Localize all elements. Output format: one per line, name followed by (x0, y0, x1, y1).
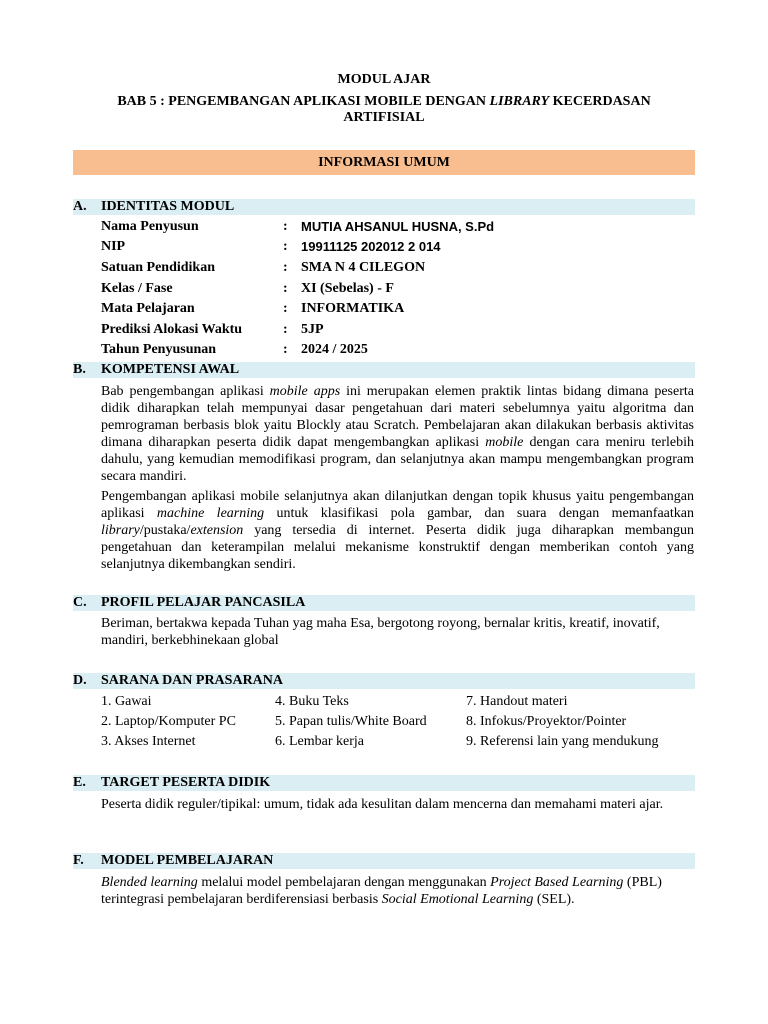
sarana-item: 3. Akses Internet (101, 734, 196, 749)
identity-value: 2024 / 2025 (301, 342, 368, 357)
identity-label: NIP (101, 239, 126, 254)
identity-value: XI (Sebelas) - F (301, 281, 394, 296)
identity-colon: : (283, 301, 288, 316)
identity-value: SMA N 4 CILEGON (301, 260, 426, 275)
italic-run: mobile apps (269, 384, 341, 399)
identity-label: Tahun Penyusunan (101, 342, 217, 357)
text-run: untuk klasifikasi pola gambar, dan suara dengan memanfaatkan (264, 506, 695, 521)
text-run: (SEL). (533, 892, 575, 907)
identity-colon: : (283, 219, 288, 234)
identity-value: MUTIA AHSANUL HUSNA, S.Pd (301, 219, 495, 234)
identity-value: INFORMATIKA (301, 301, 405, 316)
section-title: KOMPETENSI AWAL (101, 362, 240, 377)
text-run: Bab pengembangan aplikasi (101, 384, 270, 399)
section-b-header (73, 362, 695, 378)
section-title: IDENTITAS MODUL (101, 199, 235, 214)
section-letter: A. (73, 199, 87, 214)
identity-label: Prediksi Alokasi Waktu (101, 322, 243, 337)
section-f-header (73, 853, 695, 869)
sarana-item: 7. Handout materi (466, 694, 568, 709)
section-c-header (73, 595, 695, 611)
identity-value: 19911125 202012 2 014 (301, 239, 441, 254)
profil-pelajar-text: Beriman, bertakwa kepada Tuhan yag maha Esa, bergotong royong, bernalar kritis, kreatif, inovatif, mandiri, berkebhinekaan global (101, 616, 660, 648)
identity-row-alokasi (101, 320, 701, 340)
italic-run: Project Based Learning (490, 875, 624, 890)
section-letter: C. (73, 595, 87, 610)
sarana-item: 8. Infokus/Proyektor/Pointer (466, 714, 627, 729)
italic-run: Social Emotional Learning (381, 892, 534, 907)
identity-label: Mata Pelajaran (101, 301, 195, 316)
section-title: PROFIL PELAJAR PANCASILA (101, 595, 306, 610)
model-pembelajaran-text (101, 874, 694, 908)
identity-colon: : (283, 260, 288, 275)
section-letter: F. (73, 853, 84, 868)
chapter-title-line2: ARTIFISIAL (343, 110, 425, 125)
identity-colon: : (283, 322, 288, 337)
kompetensi-awal-paragraph-1 (101, 383, 694, 485)
identity-colon: : (283, 281, 288, 296)
kompetensi-awal-paragraph-2 (101, 488, 694, 573)
sarana-item: 5. Papan tulis/White Board (275, 714, 427, 729)
italic-run: extension (190, 523, 244, 538)
identity-colon: : (283, 342, 288, 357)
identity-label: Satuan Pendidikan (101, 260, 215, 275)
informasi-umum-banner: INFORMASI UMUM (73, 150, 695, 175)
section-d-header (73, 673, 695, 689)
identity-value: 5JP (301, 322, 324, 337)
target-peserta-text: Peserta didik reguler/tipikal: umum, tidak ada kesulitan dalam mencerna dan memahami materi ajar. (101, 797, 664, 812)
chapter-title-part1: BAB 5 : PENGEMBANGAN APLIKASI MOBILE DENGAN (117, 94, 490, 109)
section-letter: B. (73, 362, 86, 377)
sarana-item: 2. Laptop/Komputer PC (101, 714, 236, 729)
italic-run: mobile (485, 435, 524, 450)
section-letter: E. (73, 775, 86, 790)
sarana-item: 4. Buku Teks (275, 694, 349, 709)
sarana-item: 6. Lembar kerja (275, 734, 365, 749)
identity-row-nip (101, 237, 701, 257)
identity-colon: : (283, 239, 288, 254)
text-run: (PBL) terintegrasi pembelajaran berdiferensiasi berbasis (101, 875, 662, 907)
identity-row-tahun (101, 340, 701, 360)
sarana-item: 1. Gawai (101, 694, 152, 709)
identity-label: Nama Penyusun (101, 219, 199, 234)
identity-row-satuan (101, 258, 701, 278)
section-e-header (73, 775, 695, 791)
document-title: MODUL AJAR (337, 72, 431, 87)
identity-label: Kelas / Fase (101, 281, 173, 296)
italic-run: machine learning (156, 506, 265, 521)
italic-run: library (101, 523, 140, 538)
chapter-title-part2: KECERDASAN (549, 94, 651, 109)
chapter-title (0, 94, 768, 126)
identity-row-nama (101, 217, 701, 237)
text-run: dengan cara meniru terlebih dahulu, yang kemudian memodifikasi program, dan selanjutnya akan mampu mengembangkan program secara mandiri. (101, 435, 694, 484)
section-letter: D. (73, 673, 87, 688)
section-a-header (73, 199, 695, 215)
identity-row-kelas (101, 279, 701, 299)
text-run: yang tersedia di internet. Peserta didik juga diharapkan membangun pengetahuan dan keterampilan melalui mekanisme konstruktif dengan memberikan contoh yang selanjutnya dikembangkan sendiri. (101, 523, 694, 572)
text-run: Pengembangan aplikasi mobile selanjutnya akan dilanjutkan dengan topik khusus yaitu pengembangan aplikasi (101, 489, 694, 521)
text-run: melalui model pembelajaran dengan menggunakan (197, 875, 491, 890)
identity-row-mapel (101, 299, 701, 319)
italic-run: Blended learning (101, 875, 198, 890)
section-title: TARGET PESERTA DIDIK (101, 775, 271, 790)
section-title: MODEL PEMBELAJARAN (101, 853, 274, 868)
text-run: /pustaka/ (139, 523, 191, 538)
text-run: ini merupakan elemen praktik lintas bidang dimana peserta didik diharapkan telah mempunyai dasar pengetahuan dari materi sebelumnya yaitu algoritma dan pemrograman berbasis blok yaitu Blockly atau Scratch. Pembelajaran akan dilakukan berbasis aktivitas dimana diharapkan peserta didik dapat mengembangkan aplikasi (101, 384, 694, 450)
sarana-item: 9. Referensi lain yang mendukung (466, 734, 659, 749)
chapter-title-italic: LIBRARY (489, 94, 550, 109)
section-title: SARANA DAN PRASARANA (101, 673, 284, 688)
